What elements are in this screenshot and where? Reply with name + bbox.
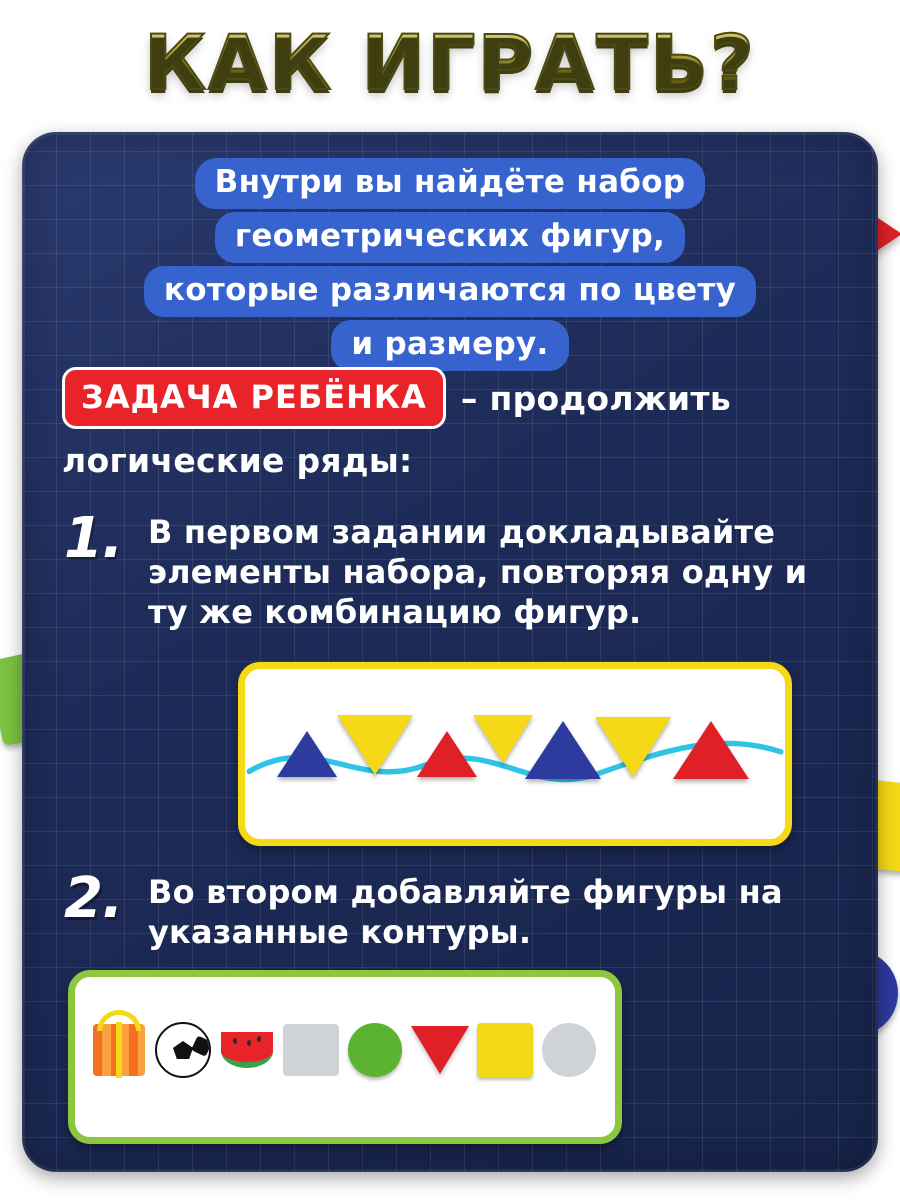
example-card-1 [238, 662, 792, 846]
watermelon-icon [221, 1032, 273, 1068]
shape-triangle-down-yellow-2 [473, 715, 533, 763]
instructions-board [22, 132, 878, 1172]
shape-triangle-up-red-2 [673, 721, 749, 779]
shape-triangle-down-yellow-3 [595, 717, 671, 777]
intro-line-1: Внутри вы найдёте набор [195, 158, 706, 209]
shape-triangle-up-red [417, 731, 477, 777]
shape-triangle-down-yellow [337, 715, 413, 775]
step-2-text: Во втором добавляйте фигуры на указанные контуры. [148, 873, 783, 951]
cell-square-contour [283, 1007, 339, 1093]
circle-outline-contour-icon [542, 1023, 596, 1077]
cell-circle-green [347, 1007, 403, 1093]
task-statement [62, 367, 852, 480]
gift-icon [93, 1024, 145, 1076]
status-badge: ЗАДАЧА РЕБЁНКА [62, 367, 446, 429]
cell-circle-contour [541, 1007, 597, 1093]
task-first-row [62, 367, 852, 429]
cell-triangle-down-red [411, 1007, 469, 1093]
step-1-text: В первом задании докладывайте элементы набора, повторяя одну и ту же комбинацию фигур. [148, 513, 808, 631]
square-outline-contour-icon [283, 1024, 339, 1076]
cell-soccer [155, 1007, 211, 1093]
step-1 [64, 506, 854, 632]
intro-line-3: которые различаются по цвету [144, 266, 756, 317]
intro-line-2: геометрических фигур, [215, 212, 685, 263]
shape-triangle-up-blue [277, 731, 337, 777]
shape-triangle-up-blue-2 [525, 721, 601, 779]
cell-gift [91, 1007, 147, 1093]
cell-square-yellow [477, 1007, 533, 1093]
circle-green-icon [348, 1023, 402, 1077]
page-title: КАК ИГРАТЬ? [0, 18, 900, 107]
step-1-number: 1. [64, 506, 123, 571]
triangle-down-red-icon [411, 1026, 469, 1074]
task-after-badge: – продолжить [460, 378, 732, 418]
cell-watermelon [219, 1007, 275, 1093]
square-yellow-icon [477, 1023, 533, 1077]
example-card-2 [68, 970, 622, 1144]
intro-line-4: и размеру. [331, 320, 568, 371]
task-second-line: логические ряды: [62, 441, 413, 480]
step-2-number: 2. [64, 866, 123, 931]
soccer-ball-icon [155, 1022, 211, 1078]
contour-sequence [85, 993, 603, 1107]
step-2 [64, 866, 854, 952]
intro-bubble [22, 158, 878, 374]
